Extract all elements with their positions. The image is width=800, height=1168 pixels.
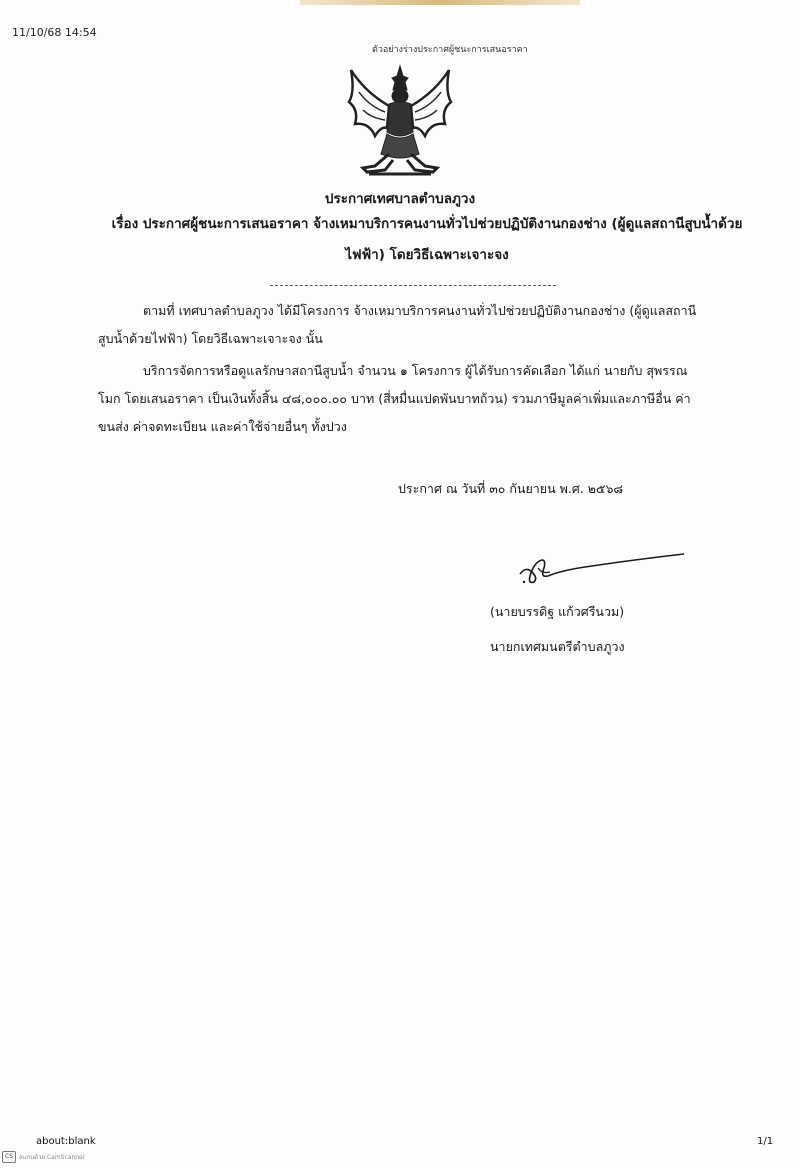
- footer-page-number: 1/1: [757, 1136, 774, 1147]
- subject-line-2: ไฟฟ้า) โดยวิธีเฉพาะเจาะจง: [345, 247, 509, 263]
- draft-label: ตัวอย่างร่างประกาศผู้ชนะการเสนอราคา: [372, 45, 528, 55]
- separator-rule: [270, 285, 556, 286]
- scanner-watermark: [2, 1151, 85, 1163]
- paragraph-2-line-1: บริการจัดการหรือดูแลรักษาสถานีสูบน้ำ จำนวน ๑ โครงการ ผู้ได้รับการคัดเลือก ได้แก่ นายกับ สุพรรณ: [143, 363, 688, 378]
- paragraph-2-line-3: ขนส่ง ค่าจดทะเบียน และค่าใช้จ่ายอื่นๆ ทั้งปวง: [98, 419, 347, 434]
- scanner-badge-icon: CS: [2, 1151, 16, 1163]
- paragraph-2-line-2: โมก โดยเสนอราคา เป็นเงินทั้งสิ้น ๔๘,๐๐๐.๐๐ บาท (สี่หมื่นแปดพันบาทถ้วน) รวมภาษีมูลค่าเพิ่มและภาษีอื่น ค่า: [98, 391, 691, 406]
- signature-icon: [512, 548, 687, 588]
- paragraph-2: [0, 357, 800, 441]
- agency-heading: ประกาศเทศบาลตำบลภูวง: [324, 191, 476, 207]
- signer-title: นายกเทศมนตรีตำบลภูวง: [490, 639, 625, 654]
- subject-line-1: เรื่อง ประกาศผู้ชนะการเสนอราคา จ้างเหมาบริการคนงานทั่วไปช่วยปฏิบัติงานกองช่าง (ผู้ดูแลสถานีสูบน้ำด้วย: [111, 216, 743, 232]
- paragraph-1-line-1: ตามที่ เทศบาลตำบลภูวง ได้มีโครงการ จ้างเหมาบริการคนงานทั่วไปช่วยปฏิบัติงานกองช่าง (ผู้ดูแลสถานี: [143, 303, 697, 318]
- scanner-text: สแกนด้วย CamScanner: [19, 1154, 86, 1161]
- paragraph-1-line-2: สูบน้ำด้วยไฟฟ้า) โดยวิธีเฉพาะเจาะจง นั้น: [98, 331, 323, 346]
- footer-url: about:blank: [36, 1136, 96, 1147]
- print-timestamp: 11/10/68 14:54: [12, 26, 97, 39]
- announcement-date: ประกาศ ณ วันที่ ๓๐ กันยายน พ.ศ. ๒๕๖๘: [398, 481, 624, 496]
- signer-name: (นายบรรดิฐ แก้วศรีนวม): [490, 604, 625, 619]
- top-fold-strip: [300, 0, 580, 5]
- paragraph-1: [0, 297, 800, 353]
- subject-heading: [94, 209, 760, 271]
- garuda-emblem-icon: [345, 62, 455, 180]
